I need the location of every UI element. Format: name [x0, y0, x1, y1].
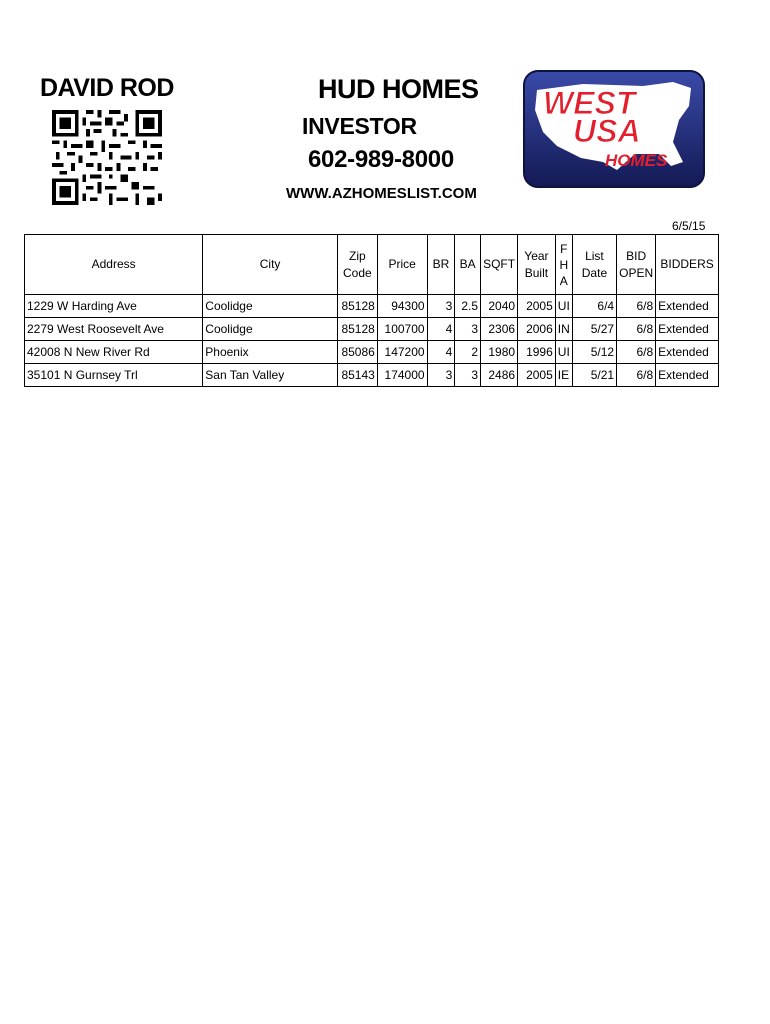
cell-fha: IE [555, 364, 572, 387]
cell-sqft: 1980 [481, 341, 518, 364]
cell-list-date: 5/12 [572, 341, 616, 364]
agent-name: DAVID ROD [40, 74, 174, 102]
cell-city: Phoenix [203, 341, 338, 364]
cell-year-built: 2005 [518, 295, 556, 318]
cell-bidders: Extended [656, 364, 719, 387]
cell-bid-open: 6/8 [617, 341, 656, 364]
cell-bid-open: 6/8 [617, 295, 656, 318]
report-date: 6/5/15 [672, 219, 706, 233]
cell-year-built: 2005 [518, 364, 556, 387]
cell-sqft: 2486 [481, 364, 518, 387]
column-header-city: City [203, 235, 338, 295]
cell-list-date: 6/4 [572, 295, 616, 318]
cell-ba: 2.5 [455, 295, 481, 318]
phone-number[interactable]: 602-989-8000 [308, 146, 454, 173]
qr-code-icon[interactable] [52, 110, 162, 205]
cell-sqft: 2040 [481, 295, 518, 318]
cell-city: San Tan Valley [203, 364, 338, 387]
column-header-address: Address [25, 235, 203, 295]
cell-city: Coolidge [203, 318, 338, 341]
cell-sqft: 2306 [481, 318, 518, 341]
table-row [25, 341, 719, 364]
website-link[interactable]: WWW.AZHOMESLIST.COM [286, 185, 477, 202]
cell-zip: 85086 [337, 341, 377, 364]
cell-zip: 85128 [337, 318, 377, 341]
svg-text:HOMES: HOMES [605, 151, 668, 170]
cell-fha: UI [555, 295, 572, 318]
cell-bidders: Extended [656, 318, 719, 341]
column-header-bidders: BIDDERS [656, 235, 719, 295]
cell-ba: 2 [455, 341, 481, 364]
cell-zip: 85128 [337, 295, 377, 318]
cell-list-date: 5/21 [572, 364, 616, 387]
column-header-price: Price [377, 235, 427, 295]
subtitle: INVESTOR [302, 113, 417, 139]
cell-fha: UI [555, 341, 572, 364]
cell-price: 147200 [377, 341, 427, 364]
column-header-zip: Zip Code [337, 235, 377, 295]
column-header-list-date: List Date [572, 235, 616, 295]
cell-bidders: Extended [656, 341, 719, 364]
cell-bid-open: 6/8 [617, 318, 656, 341]
cell-price: 100700 [377, 318, 427, 341]
column-header-br: BR [427, 235, 455, 295]
cell-zip: 85143 [337, 364, 377, 387]
cell-bidders: Extended [656, 295, 719, 318]
column-header-ba: BA [455, 235, 481, 295]
cell-address: 2279 West Roosevelt Ave [25, 318, 203, 341]
cell-address: 35101 N Gurnsey Trl [25, 364, 203, 387]
table-row [25, 295, 719, 318]
cell-list-date: 5/27 [572, 318, 616, 341]
svg-text:USA: USA [573, 113, 641, 149]
column-header-bid-open: BID OPEN [617, 235, 656, 295]
cell-bid-open: 6/8 [617, 364, 656, 387]
cell-address: 42008 N New River Rd [25, 341, 203, 364]
cell-br: 4 [427, 341, 455, 364]
cell-br: 3 [427, 364, 455, 387]
table-header-row [25, 235, 719, 295]
table-row [25, 318, 719, 341]
cell-city: Coolidge [203, 295, 338, 318]
svg-text:WEST: WEST [543, 85, 636, 121]
cell-year-built: 1996 [518, 341, 556, 364]
cell-year-built: 2006 [518, 318, 556, 341]
cell-address: 1229 W Harding Ave [25, 295, 203, 318]
column-header-fha: F H A [555, 235, 572, 295]
cell-price: 174000 [377, 364, 427, 387]
cell-fha: IN [555, 318, 572, 341]
cell-br: 3 [427, 295, 455, 318]
cell-price: 94300 [377, 295, 427, 318]
west-usa-homes-logo [523, 70, 705, 188]
hud-homes-table [24, 234, 719, 387]
column-header-year-built: Year Built [518, 235, 556, 295]
cell-ba: 3 [455, 364, 481, 387]
cell-br: 4 [427, 318, 455, 341]
table-row [25, 364, 719, 387]
page-title: HUD HOMES [318, 74, 479, 104]
cell-ba: 3 [455, 318, 481, 341]
column-header-sqft: SQFT [481, 235, 518, 295]
